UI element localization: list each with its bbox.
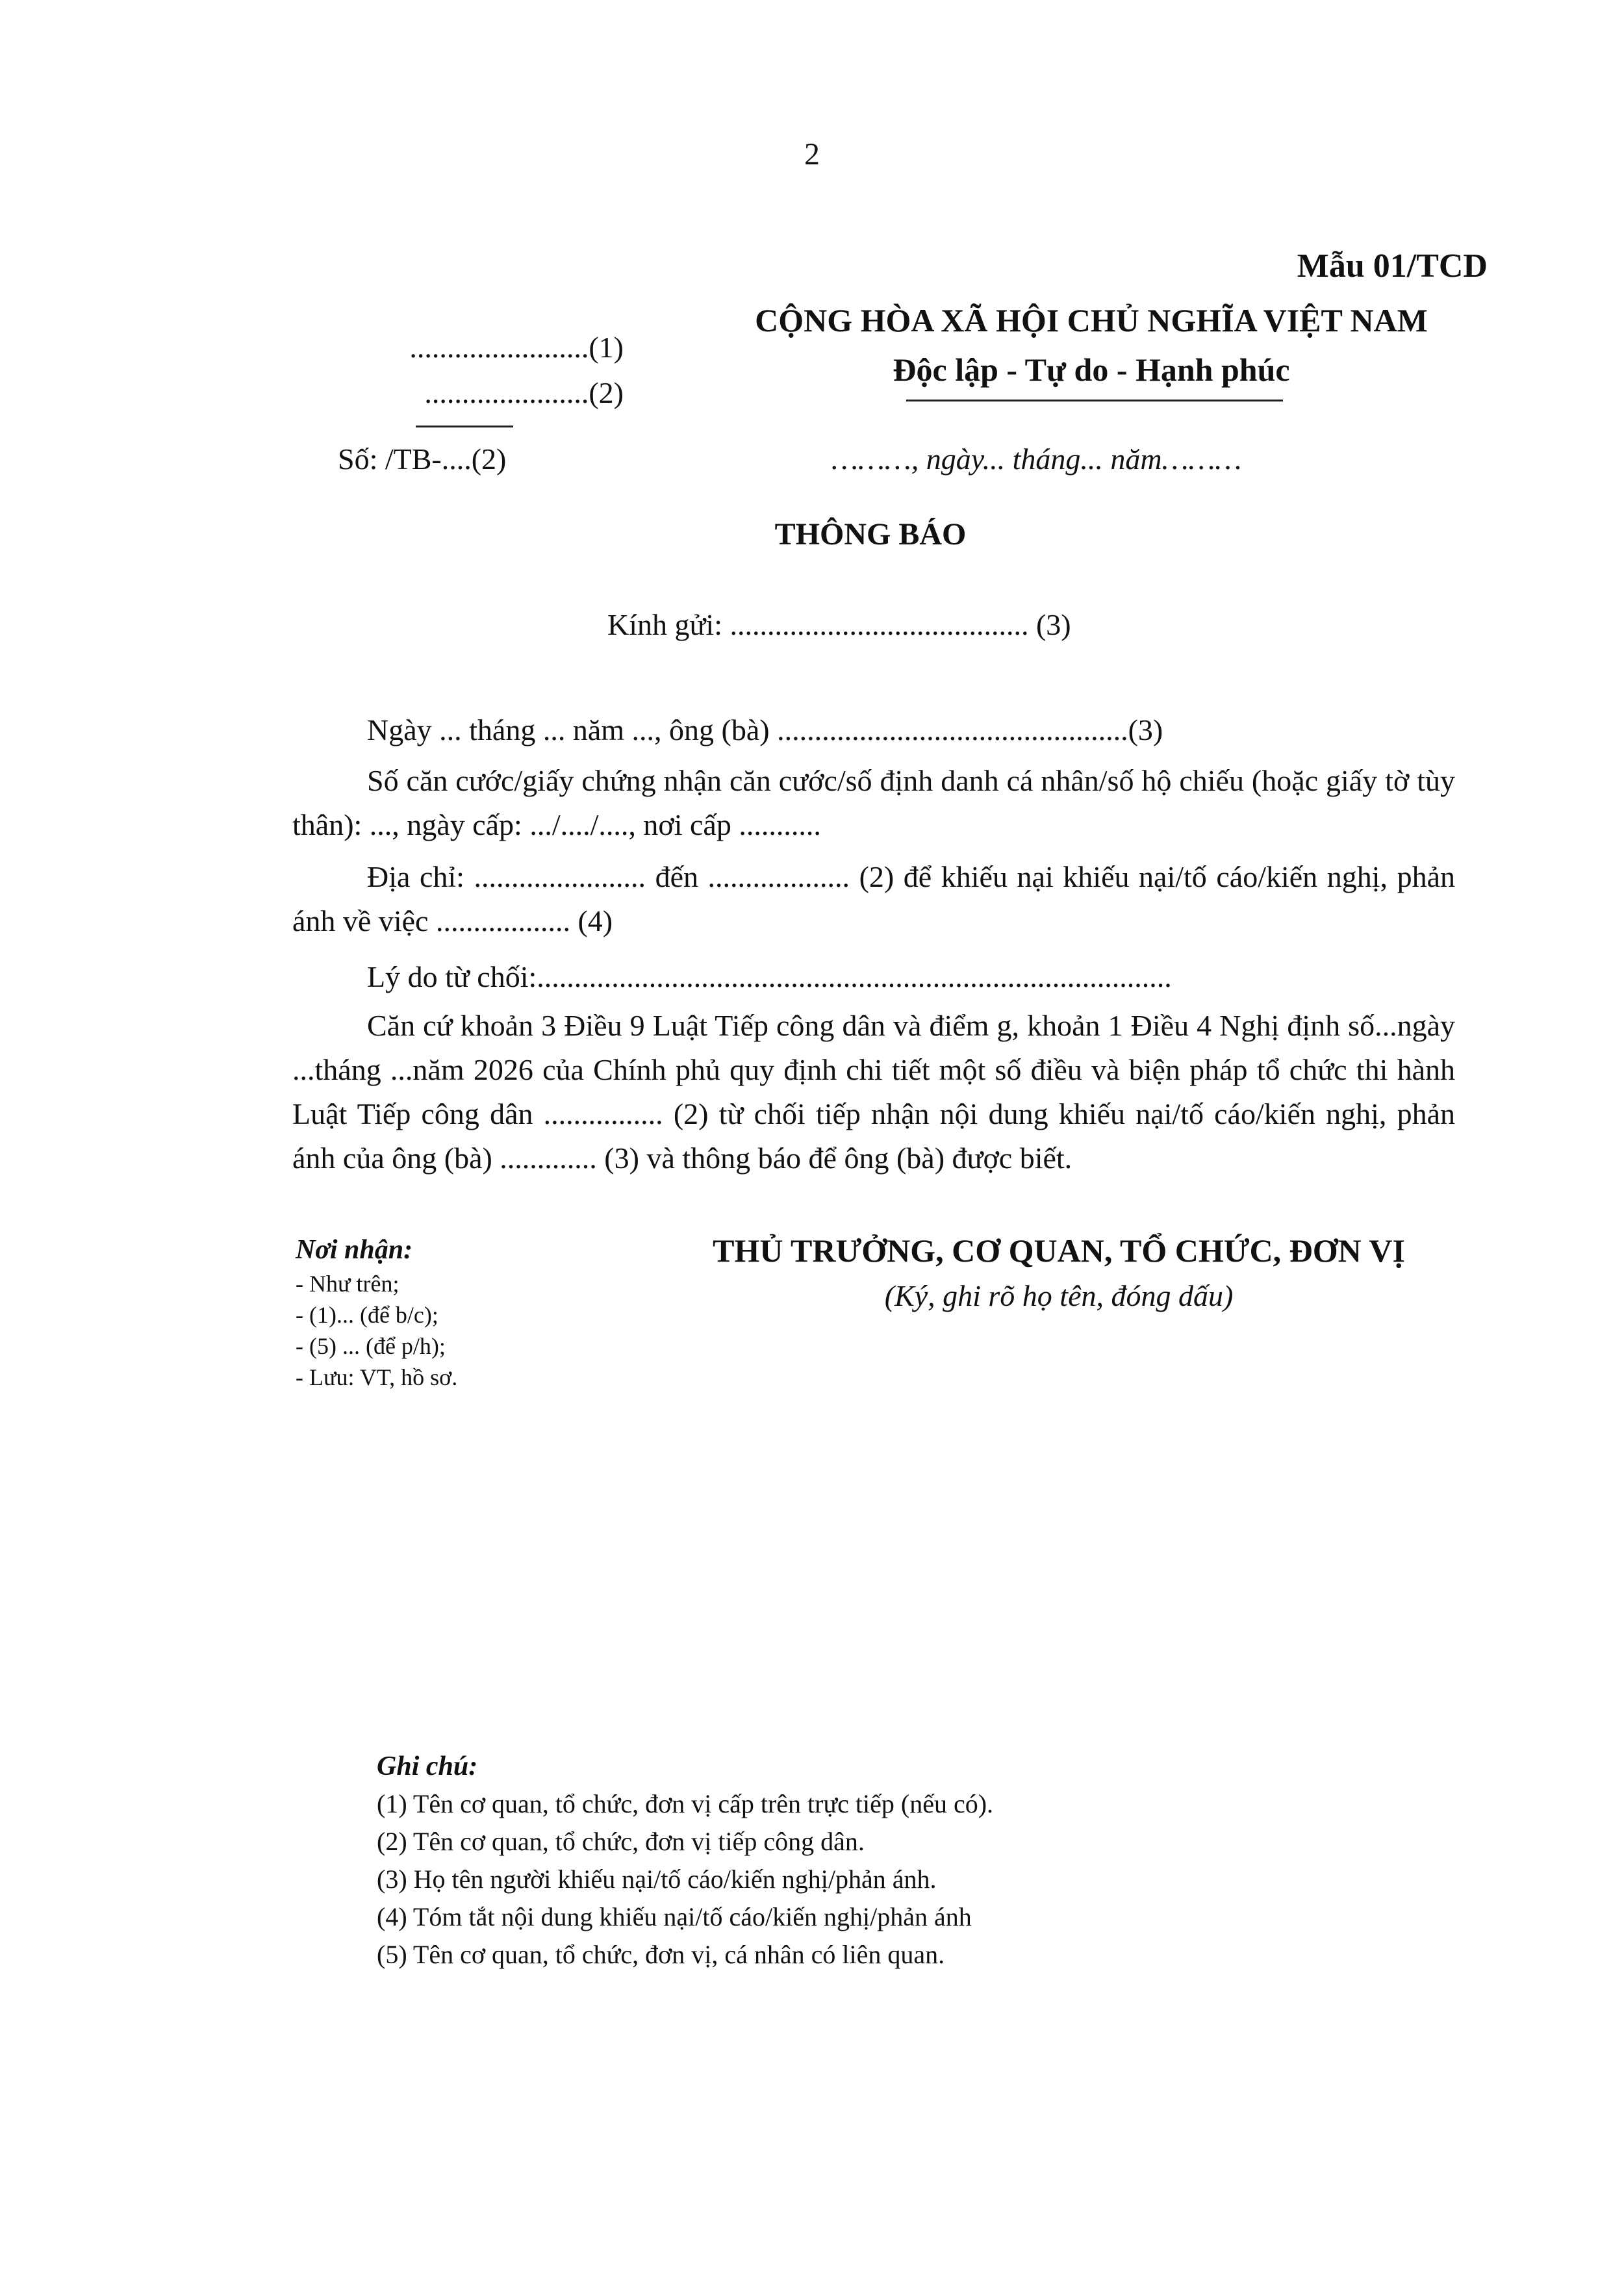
recipients-heading: Nơi nhận: [296,1235,413,1265]
recipient-item: - (1)... (để b/c); [296,1302,438,1328]
recipient-item: - (5) ... (để p/h); [296,1333,446,1359]
paragraph-date-person: Ngày ... tháng ... năm ..., ông (bà) ...............................................(3) [367,713,1163,746]
recipient-line: Kính gửi: ........................................ (3) [607,608,1071,641]
signer-note: (Ký, ghi rõ họ tên, đóng dấu) [884,1279,1234,1312]
notes-heading: Ghi chú: [377,1751,478,1781]
notes-block [377,1748,1416,1974]
paragraph-address: Địa chỉ: ....................... đến ................... (2) để khiếu nại khiếu nại/tố cáo/kiến nghị, phản ánh về việc .................. (4) [292,860,1455,937]
document-number: Số: /TB-....(2) [338,442,507,476]
signature-block [637,1228,1481,1319]
national-motto: Độc lập - Tự do - Hạnh phúc [893,351,1290,388]
recipient-item: - Như trên; [296,1271,400,1297]
left-header-divider [416,426,513,427]
signer-title: THỦ TRƯỞNG, CƠ QUAN, TỔ CHỨC, ĐƠN VỊ [713,1232,1405,1269]
note-item: (3) Họ tên người khiếu nại/tố cáo/kiến nghị/phản ánh. [377,1864,937,1894]
place-date-line: ………, ngày... tháng... năm……… [831,442,1242,476]
recipient-item: - Lưu: VT, hồ sơ. [296,1364,458,1390]
form-code: Mẫu 01/TCD [1297,248,1488,285]
note-item: (2) Tên cơ quan, tổ chức, đơn vị tiếp công dân. [377,1827,865,1856]
issuing-agency-block [286,325,624,416]
motto-underline [906,400,1283,401]
superior-agency-line: ........................(1) [409,331,624,364]
paragraph-identity: Số căn cước/giấy chứng nhận căn cước/số định danh cá nhân/số hộ chiếu (hoặc giấy tờ tùy thân): ..., ngày cấp: .../..../...., nơi cấp ........... [292,764,1455,841]
note-item: (1) Tên cơ quan, tổ chức, đơn vị cấp trên trực tiếp (nếu có). [377,1789,994,1818]
document-title: THÔNG BÁO [774,517,967,552]
national-header [702,296,1481,394]
paragraph-refusal-reason: Lý do từ chối:..................................................................................... [367,960,1172,993]
page-number: 2 [804,137,820,172]
issuing-agency-line: ......................(2) [424,376,624,409]
paragraph-legal-basis: Căn cứ khoản 3 Điều 9 Luật Tiếp công dân và điểm g, khoản 1 Điều 4 Nghị định số...ngày ...tháng ...năm 2026 của Chính phủ quy định chi tiết một số điều và biện pháp tổ chức thi hành Luật Tiếp công dân ................ (2) từ chối tiếp nhận nội dung khiếu nại/tố cáo/kiến nghị, phản ánh của ông (bà) ............. (3) và thông báo để ông (bà) được biết. [292,1009,1455,1175]
note-item: (5) Tên cơ quan, tổ chức, đơn vị, cá nhân có liên quan. [377,1940,945,1969]
national-name: CỘNG HÒA XÃ HỘI CHỦ NGHĨA VIỆT NAM [755,302,1428,338]
note-item: (4) Tóm tắt nội dung khiếu nại/tố cáo/kiến nghị/phản ánh [377,1902,972,1931]
